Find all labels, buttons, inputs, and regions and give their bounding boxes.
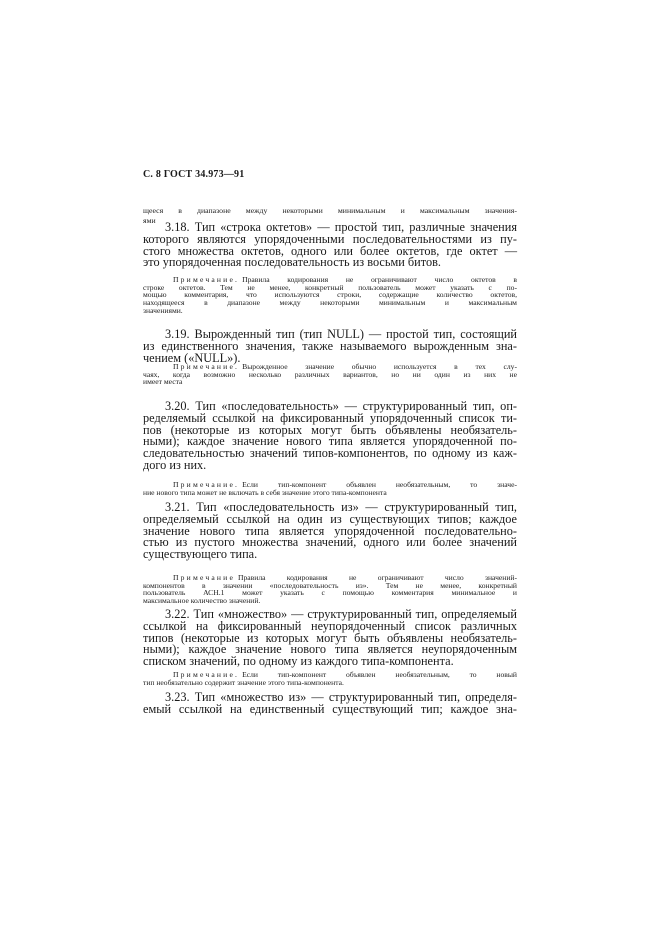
text-line: ными); каждое значение нового типа является неупорядоченным [143, 642, 517, 657]
text-line: щееся в диапазоне между некоторыми минимальным и максимальным значения- [143, 206, 517, 215]
text-line: это упорядоченная последовательность из восьми битов. [143, 255, 441, 270]
note-label: Примечание. [173, 362, 240, 371]
text-line: дого из них. [143, 457, 207, 472]
note-text: Правила кодирования не ограничивают число значений- [238, 573, 517, 582]
clause-3-23 [143, 692, 517, 716]
text-line: ние нового типа может не включать в себя значение этого типа-компонента [143, 487, 387, 497]
text-line: следовательностью значений типов-компонентов, по одному из каж- [143, 446, 517, 461]
text-line: компонентов в значении «последовательность из». Тем не менее, конкретный [143, 580, 517, 590]
text-line: находящееся в диапазоне между некоторыми минимальным и максимальным [143, 298, 517, 308]
text-line: ями [143, 215, 156, 225]
note-text: Правила кодирования не ограничивают число октетов в [242, 275, 517, 284]
clause-3-20 [143, 401, 517, 472]
clause-3-19 [143, 329, 517, 364]
text-line: пов (некоторые из которых могут быть объявлены необязатель- [143, 422, 517, 437]
text-line: значениями. [143, 305, 183, 315]
text-line: тип необязательно содержит значение этого типа-компонента. [143, 677, 344, 687]
text-line: 3.21. Тип «последовательность из» — структурированный тип, [165, 500, 517, 514]
text-line: емый ссылкой на единственный существующий тип; каждое зна- [143, 701, 517, 716]
page-header: С. 8 ГОСТ 34.973—91 [143, 169, 245, 180]
text-line: значение нового типа является упорядоченной последовательно- [143, 523, 517, 538]
text-line: стью из пустого множества значений, одного или более значений [143, 535, 517, 550]
note [143, 363, 517, 386]
text-line: 3.18. Тип «строка октетов» — простой тип, различные значения [165, 220, 517, 234]
text-line: 3.20. Тип «последовательность» — структурированный тип, оп- [165, 399, 517, 413]
text-line: 3.22. Тип «множество» — структурированный тип, определяемый [165, 607, 517, 621]
text-line: имеет места [143, 377, 183, 387]
note [143, 481, 517, 496]
text-line: пользователь АСН.1 может указать с помощью комментария минимальное и [143, 588, 517, 598]
note [143, 574, 517, 605]
text-line: существующего типа. [143, 547, 258, 562]
note-text: Если тип-компонент объявлен необязательным, то значе- [242, 480, 517, 489]
text-line: которого являются упорядоченными последовательностями из пу- [143, 231, 517, 246]
text-line: чаях, когда возможно несколько различных вариантов, но ни один из них не [143, 369, 517, 379]
note-label: Примечание [173, 573, 236, 582]
clause-3-21 [143, 502, 517, 561]
text-line: 3.23. Тип «множество из» — структурированный тип, определя- [165, 690, 517, 704]
note-text: Вырожденное значение обычно используется в тех слу- [242, 362, 517, 371]
text-line: строке октетов. Тем не менее, конкретный пользователь может указать с по- [143, 282, 517, 292]
text-line: чением («NULL»). [143, 350, 241, 365]
note [143, 671, 517, 686]
clause-3-22 [143, 609, 517, 668]
note-label: Примечание. [173, 480, 240, 489]
text-line: из единственного значения, также называемого вырожденным зна- [143, 338, 517, 353]
clause-3-18 [143, 222, 517, 269]
text-line: типов (некоторые из которых могут быть объявлены необязатель- [143, 630, 517, 645]
text-line: максимальное количество значений. [143, 596, 261, 606]
text-line: ными); каждое значение нового типа является упорядоченной по- [143, 434, 517, 449]
text-line: списком значений, по одному из каждого типа-компонента. [143, 654, 454, 669]
text-line: определяемый ссылкой на один из существующих типов; каждое [143, 511, 517, 526]
text-line: ссылкой на фиксированный неупорядоченный список различных [143, 618, 517, 633]
note [143, 276, 517, 314]
note-text: Если тип-компонент объявлен необязательным, то новый [242, 670, 517, 679]
text-line: стого множества октетов, одного или более октетов, где октет — [143, 243, 517, 258]
note-label: Примечание. [173, 670, 240, 679]
text-line: мощью комментария, что используются строки, содержащие количество октетов, [143, 290, 517, 300]
note-label: Примечание. [173, 275, 240, 284]
text-line: ределяемый ссылкой на фиксированный упорядоченный список ти- [143, 410, 517, 425]
text-line: 3.19. Вырожденный тип (тип NULL) — простой тип, состоящий [165, 327, 517, 341]
